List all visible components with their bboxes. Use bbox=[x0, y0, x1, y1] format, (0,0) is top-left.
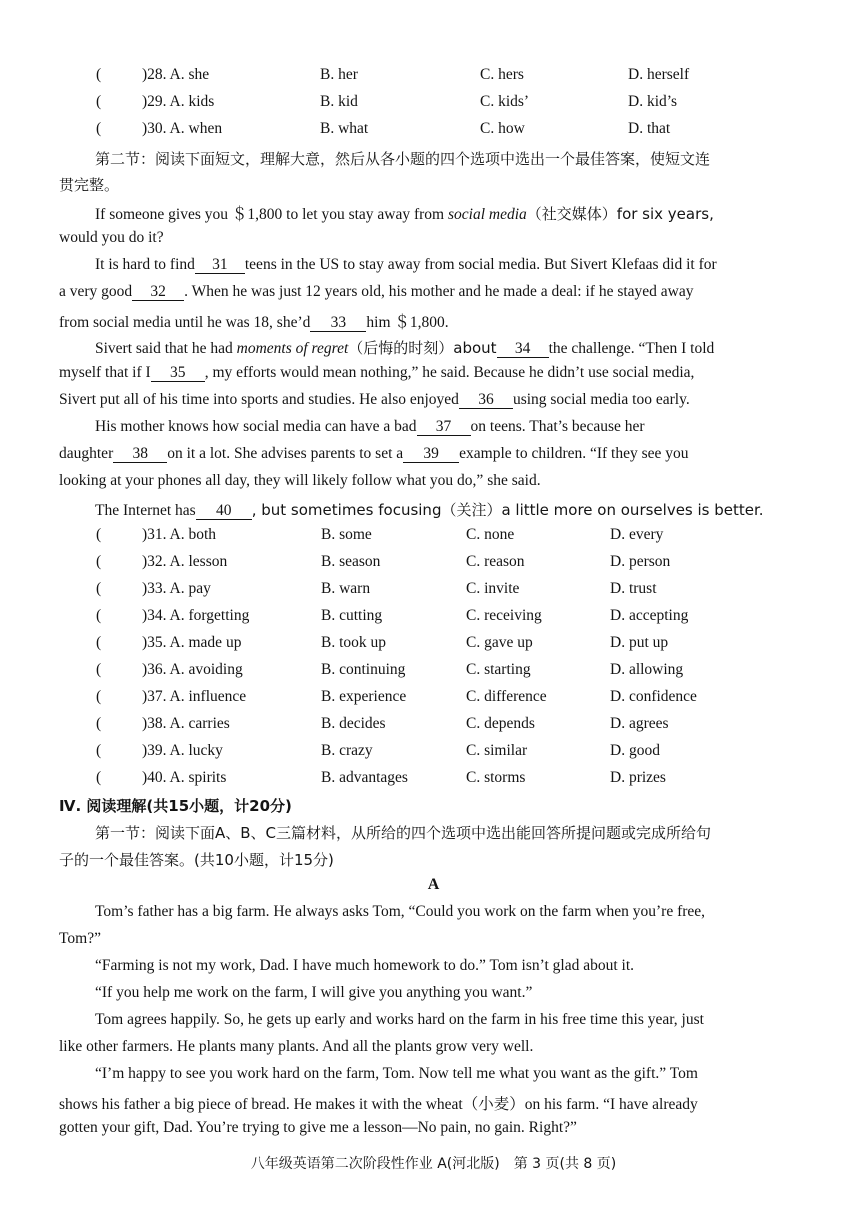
text: His mother knows how social media can have a bad bbox=[95, 418, 417, 435]
answer-paren: ( bbox=[96, 120, 102, 137]
option-c: C. starting bbox=[466, 661, 531, 678]
section4-title: Ⅳ. 阅读理解(共15小题，计20分) bbox=[59, 797, 292, 815]
option-c: C. difference bbox=[466, 688, 547, 705]
option-a: )28. A. she bbox=[142, 66, 210, 83]
passage-line bbox=[95, 499, 764, 520]
blank-32: 32 bbox=[132, 283, 184, 301]
option-b: B. cutting bbox=[321, 607, 383, 624]
text: a very good bbox=[59, 283, 133, 300]
answer-paren: ( bbox=[96, 661, 102, 678]
option-c: C. hers bbox=[480, 66, 524, 83]
story-line: like other farmers. He plants many plants. And all the plants grow very well. bbox=[59, 1038, 534, 1055]
option-d: D. put up bbox=[610, 634, 669, 651]
answer-paren: ( bbox=[96, 553, 102, 570]
text: The Internet has bbox=[95, 502, 196, 519]
text: , but sometimes focusing（关注）a little more on ourselves is better. bbox=[251, 501, 764, 519]
text: myself that if I bbox=[59, 364, 151, 381]
option-a: )36. A. avoiding bbox=[142, 661, 243, 678]
option-b: B. decides bbox=[321, 715, 386, 732]
option-d: D. allowing bbox=[610, 661, 684, 678]
section4-instructions-cont: 子的一个最佳答案。(共10小题，计15分) bbox=[59, 851, 334, 869]
question-option-row bbox=[0, 688, 867, 712]
passage-label: A bbox=[427, 876, 440, 893]
answer-paren: ( bbox=[96, 607, 102, 624]
question-option-row bbox=[0, 715, 867, 739]
option-b: B. experience bbox=[321, 688, 407, 705]
option-d: D. confidence bbox=[610, 688, 697, 705]
option-a: )35. A. made up bbox=[142, 634, 242, 651]
option-c: C. kids’ bbox=[480, 93, 530, 110]
blank-34: 34 bbox=[497, 340, 549, 358]
option-c: C. how bbox=[480, 120, 525, 137]
story-line: “If you help me work on the farm, I will give you anything you want.” bbox=[95, 984, 533, 1001]
passage-line bbox=[59, 310, 449, 332]
option-d: D. accepting bbox=[610, 607, 689, 624]
text: （社交媒体）for six years, bbox=[526, 205, 714, 223]
passage-line bbox=[59, 283, 694, 301]
option-b: B. season bbox=[321, 553, 381, 570]
option-b: B. continuing bbox=[321, 661, 406, 678]
blank-38: 38 bbox=[113, 445, 167, 463]
option-d: D. that bbox=[628, 120, 671, 137]
text: Sivert said that he had bbox=[95, 340, 237, 357]
question-option-row bbox=[0, 93, 867, 117]
option-d: D. agrees bbox=[610, 715, 669, 732]
answer-paren: ( bbox=[96, 66, 102, 83]
option-d: D. herself bbox=[628, 66, 690, 83]
passage-line bbox=[95, 202, 714, 224]
question-option-row bbox=[0, 607, 867, 631]
text: using social media too early. bbox=[512, 391, 690, 408]
answer-paren: ( bbox=[96, 580, 102, 597]
option-c: C. invite bbox=[466, 580, 520, 597]
option-a: )40. A. spirits bbox=[142, 769, 227, 786]
blank-35: 35 bbox=[151, 364, 205, 382]
passage-line: looking at your phones all day, they will likely follow what you do,” she said. bbox=[59, 472, 541, 489]
passage-line bbox=[59, 364, 694, 382]
question-option-row bbox=[0, 120, 867, 144]
answer-paren: ( bbox=[96, 742, 102, 759]
text: daughter bbox=[59, 445, 114, 462]
option-b: B. crazy bbox=[321, 742, 373, 759]
text: If someone gives you ＄1,800 to let you stay away from bbox=[95, 206, 448, 223]
text: on teens. That’s because her bbox=[470, 418, 645, 435]
option-d: D. trust bbox=[610, 580, 657, 597]
answer-paren: ( bbox=[96, 526, 102, 543]
option-a: )29. A. kids bbox=[142, 93, 215, 110]
passage-line: would you do it? bbox=[59, 229, 164, 246]
option-b: B. some bbox=[321, 526, 372, 543]
text: him ＄1,800. bbox=[366, 314, 449, 331]
option-b: B. took up bbox=[321, 634, 387, 651]
answer-paren: ( bbox=[96, 688, 102, 705]
text: Sivert put all of his time into sports and studies. He also enjoyed bbox=[59, 391, 459, 408]
text: example to children. “If they see you bbox=[459, 445, 689, 462]
story-line: Tom?” bbox=[59, 930, 101, 947]
question-option-row bbox=[0, 742, 867, 766]
section2-heading-cont: 贯完整。 bbox=[59, 176, 120, 194]
passage-line bbox=[95, 256, 717, 274]
option-d: D. every bbox=[610, 526, 664, 543]
text: the challenge. “Then I told bbox=[548, 340, 715, 357]
option-b: B. advantages bbox=[321, 769, 408, 786]
text: from social media until he was 18, she’d bbox=[59, 314, 311, 331]
option-a: )33. A. pay bbox=[142, 580, 211, 597]
option-b: B. what bbox=[320, 120, 369, 137]
option-b: B. warn bbox=[321, 580, 371, 597]
story-line: Tom’s father has a big farm. He always asks Tom, “Could you work on the farm when you’re free, bbox=[95, 903, 706, 920]
question-option-row bbox=[0, 634, 867, 658]
italic-term: social media bbox=[448, 206, 527, 223]
section2-heading: 第二节：阅读下面短文，理解大意，然后从各小题的四个选项中选出一个最佳答案，使短文连 bbox=[95, 150, 711, 168]
option-c: C. depends bbox=[466, 715, 535, 732]
option-d: D. prizes bbox=[610, 769, 666, 786]
option-c: C. storms bbox=[466, 769, 526, 786]
question-option-row bbox=[0, 661, 867, 685]
option-d: D. kid’s bbox=[628, 93, 678, 110]
italic-term: moments of regret bbox=[236, 340, 349, 357]
answer-paren: ( bbox=[96, 634, 102, 651]
question-option-row bbox=[0, 580, 867, 604]
text: It is hard to find bbox=[95, 256, 195, 273]
option-c: C. similar bbox=[466, 742, 528, 759]
text: , my efforts would mean nothing,” he said. Because he didn’t use social media, bbox=[204, 364, 695, 381]
answer-paren: ( bbox=[96, 93, 102, 110]
option-a: )30. A. when bbox=[142, 120, 223, 137]
option-a: )39. A. lucky bbox=[142, 742, 223, 759]
option-c: C. gave up bbox=[466, 634, 533, 651]
blank-36: 36 bbox=[459, 391, 513, 409]
option-d: D. person bbox=[610, 553, 671, 570]
option-c: C. reason bbox=[466, 553, 525, 570]
option-a: )34. A. forgetting bbox=[142, 607, 250, 624]
option-a: )31. A. both bbox=[142, 526, 217, 543]
story-line: Tom agrees happily. So, he gets up early and works hard on the farm in his free time this year, just bbox=[95, 1011, 704, 1028]
passage-line bbox=[95, 418, 645, 436]
option-a: )37. A. influence bbox=[142, 688, 247, 705]
option-a: )38. A. carries bbox=[142, 715, 230, 732]
option-c: C. none bbox=[466, 526, 515, 543]
blank-39: 39 bbox=[403, 445, 459, 463]
option-a: )32. A. lesson bbox=[142, 553, 228, 570]
question-option-row bbox=[0, 769, 867, 793]
option-b: B. her bbox=[320, 66, 358, 83]
text: . When he was just 12 years old, his mother and he made a deal: if he stayed away bbox=[184, 283, 694, 300]
text: （后悔的时刻）about bbox=[348, 339, 497, 357]
question-option-row bbox=[0, 526, 867, 550]
blank-31: 31 bbox=[195, 256, 245, 274]
blank-37: 37 bbox=[417, 418, 471, 436]
blank-33: 33 bbox=[310, 314, 366, 332]
answer-paren: ( bbox=[96, 769, 102, 786]
question-option-row bbox=[0, 553, 867, 577]
story-line: “Farming is not my work, Dad. I have much homework to do.” Tom isn’t glad about it. bbox=[95, 957, 635, 974]
blank-40: 40 bbox=[196, 502, 252, 520]
story-line: “I’m happy to see you work hard on the farm, Tom. Now tell me what you want as the gift.” Tom bbox=[95, 1065, 698, 1082]
text: on it a lot. She advises parents to set a bbox=[167, 445, 404, 462]
option-c: C. receiving bbox=[466, 607, 542, 624]
option-d: D. good bbox=[610, 742, 660, 759]
passage-line bbox=[59, 391, 690, 409]
question-option-row bbox=[0, 66, 867, 90]
option-b: B. kid bbox=[320, 93, 358, 110]
text: teens in the US to stay away from social media. But Sivert Klefaas did it for bbox=[244, 256, 717, 273]
story-line: shows his father a big piece of bread. He makes it with the wheat（小麦）on his farm. “I have already bbox=[59, 1096, 698, 1113]
passage-line bbox=[95, 337, 714, 358]
page-footer: 八年级英语第二次阶段性作业 A(河北版) 第 3 页(共 8 页) bbox=[250, 1156, 617, 1172]
passage-line bbox=[59, 445, 689, 463]
answer-paren: ( bbox=[96, 715, 102, 732]
story-line: gotten your gift, Dad. You’re trying to give me a lesson—No pain, no gain. Right?” bbox=[59, 1119, 577, 1136]
section4-instructions: 第一节：阅读下面A、B、C三篇材料，从所给的四个选项中选出能回答所提问题或完成所给句 bbox=[95, 824, 712, 842]
